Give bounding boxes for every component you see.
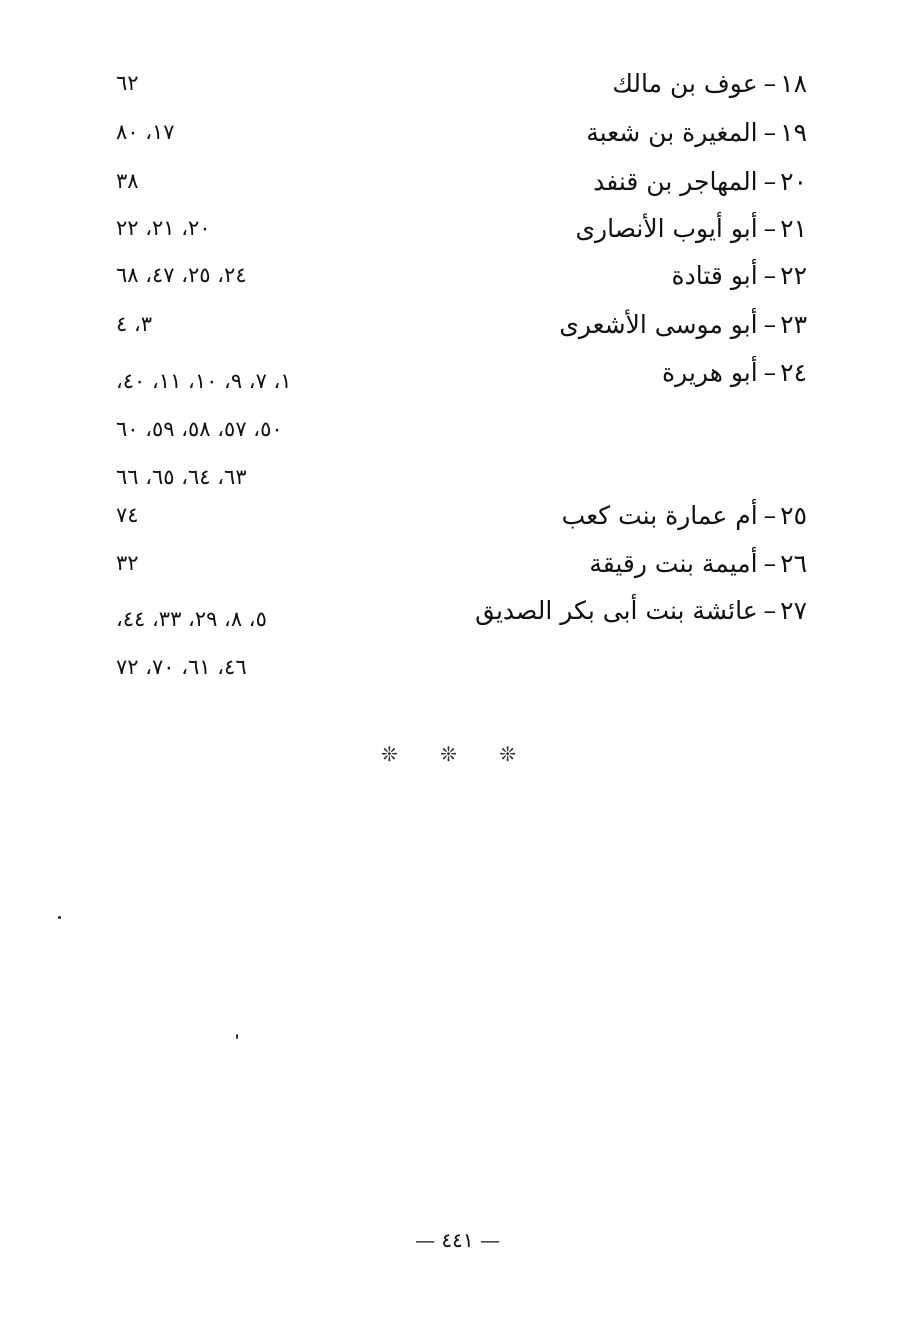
ref-line: ٤٦، ٦١، ٧٠، ٧٢ [116, 655, 247, 679]
entry-18-name: ١٨–عوف بن مالك [612, 69, 807, 98]
entry-number: ٢٠ [780, 167, 807, 196]
entry-26-refs [116, 548, 139, 578]
entry-name-text: المهاجر بن قنفد [593, 167, 758, 196]
entry-21-name: ٢١–أبو أيوب الأنصارى [575, 214, 807, 243]
ref-line: ٣٨ [116, 169, 139, 193]
entry-22-name: ٢٢–أبو قتادة [671, 261, 807, 290]
entry-name-text: أبو موسى الأشعرى [559, 310, 758, 339]
entry-number: ٢٦ [780, 549, 807, 578]
entry-number: ٢٣ [780, 310, 807, 339]
entry-name-text: المغيرة بن شعبة [586, 118, 758, 147]
ref-line: ٢٤، ٢٥، ٤٧، ٦٨ [116, 263, 247, 287]
entry-27-refs [116, 595, 267, 691]
scan-speck [236, 1034, 238, 1039]
entry-name-text: أبو هريرة [662, 358, 758, 387]
entry-name-text: أبو أيوب الأنصارى [575, 214, 758, 243]
entry-18-refs [116, 68, 139, 98]
entry-27-name: ٢٧–عائشة بنت أبى بكر الصديق [475, 596, 807, 625]
entry-name-text: أبو قتادة [671, 261, 758, 290]
entry-name-text: أميمة بنت رقيقة [589, 549, 758, 578]
entry-number: ١٩ [780, 118, 807, 147]
ref-line: ١، ٧، ٩، ١٠، ١١، ٤٠، [116, 369, 292, 393]
entry-name-text: عائشة بنت أبى بكر الصديق [475, 596, 758, 625]
entry-22-refs [116, 260, 247, 290]
ref-line: ٣، ٤ [116, 312, 153, 336]
entry-number: ٢٥ [780, 501, 807, 530]
entry-25-name: ٢٥–أم عمارة بنت كعب [561, 501, 807, 530]
entry-20-name: ٢٠–المهاجر بن قنفد [593, 167, 807, 196]
entry-24-name: ٢٤–أبو هريرة [662, 358, 807, 387]
ref-line: ٥، ٨، ٢٩، ٣٣، ٤٤، [116, 607, 267, 631]
ref-line: ٥٠، ٥٧، ٥٨، ٥٩، ٦٠ [116, 417, 283, 441]
entry-19-refs [116, 117, 175, 147]
entry-number: ٢٤ [780, 358, 807, 387]
entry-name-text: أم عمارة بنت كعب [561, 501, 758, 530]
ref-line: ٢٠، ٢١، ٢٢ [116, 216, 211, 240]
entry-name-text: عوف بن مالك [612, 69, 758, 98]
entry-20-refs [116, 166, 139, 196]
entry-25-refs [116, 500, 139, 530]
ref-line: ٦٣، ٦٤، ٦٥، ٦٦ [116, 465, 247, 489]
page-number: — ٤٤١ — [415, 1228, 500, 1252]
ref-line: ٣٢ [116, 551, 139, 575]
ref-line: ٦٢ [116, 71, 139, 95]
entry-26-name: ٢٦–أميمة بنت رقيقة [589, 549, 807, 578]
entry-23-name: ٢٣–أبو موسى الأشعرى [559, 310, 807, 339]
ref-line: ١٧، ٨٠ [116, 120, 175, 144]
scan-speck [58, 916, 61, 919]
entry-23-refs [116, 309, 152, 339]
entry-number: ٢٢ [780, 261, 807, 290]
entry-21-refs [116, 213, 211, 243]
ref-line: ٧٤ [116, 503, 139, 527]
entry-number: ٢٧ [780, 596, 807, 625]
entry-24-refs [116, 357, 292, 501]
entry-number: ٢١ [780, 214, 807, 243]
entry-19-name: ١٩–المغيرة بن شعبة [586, 118, 807, 147]
entry-number: ١٨ [780, 69, 807, 98]
section-separator: ❊ ❊ ❊ [381, 742, 534, 766]
